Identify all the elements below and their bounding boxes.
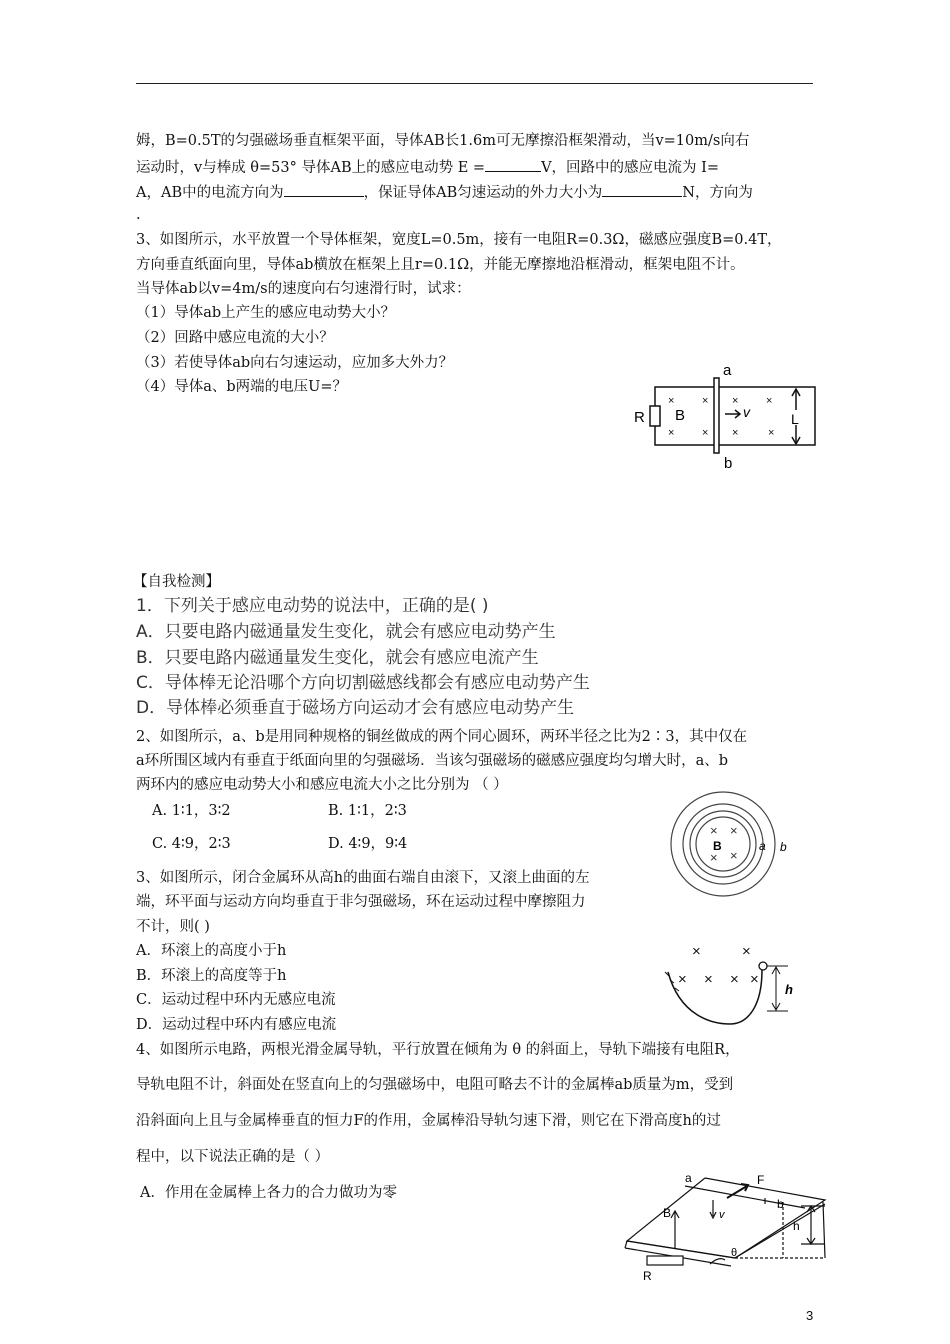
track-cross-5: × — [730, 971, 739, 988]
sc-q4-option-a: A．作用在金属棒上各力的合力做功为零 — [140, 1185, 397, 1201]
sc-q4-line-4: 程中，以下说法正确的是（ ） — [136, 1149, 330, 1165]
label-L: L — [791, 411, 799, 427]
sc-q3-line-2: 端，环平面与运动方向均垂直于非匀强磁场，环在运动过程中摩擦阻力 — [136, 894, 586, 910]
cross-8: × — [768, 427, 775, 439]
sc-q4-line-3: 沿斜面向上且与金属棒垂直的恒力F的作用，金属棒沿导轨匀速下滑，则它在下滑高度h的过 — [136, 1113, 721, 1129]
concentric-rings-figure — [668, 790, 808, 900]
sc-q2-line-3: 两环内的感应电动势大小和感应电流大小之比分别为 （ ） — [136, 777, 508, 793]
sc-q2-option-c: C. 4∶9，2∶3 — [152, 836, 231, 852]
incline-rails-figure — [615, 1168, 830, 1288]
label-R: R — [634, 409, 645, 426]
prev-question-line-4: . — [136, 207, 141, 223]
incline-label-h: h — [793, 1219, 800, 1233]
incline-label-v: v — [719, 1209, 725, 1221]
sc-q1-option-b: B．只要电路内磁通量发生变化，就会有感应电流产生 — [136, 648, 539, 668]
q3-line-1: 3、如图所示，水平放置一个导体框架，宽度L=0.5m，接有一电阻R=0.3Ω，磁感应强度B=0.4T， — [136, 232, 782, 248]
prev-question-line-3: A，AB中的电流方向为 ，保证导体AB匀速运动的外力大小为 N，方向为 — [136, 182, 753, 202]
label-v: v — [743, 404, 750, 420]
page-number: 3 — [806, 1308, 814, 1323]
prev-question-line-2: 运动时，v与棒成 θ=53° 导体AB上的感应电动势 E = V，回路中的感应电流为 I= — [136, 157, 719, 177]
resistor-r — [650, 406, 660, 426]
incline-label-R: R — [643, 1269, 652, 1283]
ring-label-B: B — [713, 839, 722, 853]
ring-label-a: a — [759, 839, 766, 853]
sc-q3-line-1: 3、如图所示，闭合金属环从高h的曲面右端自由滚下，又滚上曲面的左 — [136, 870, 590, 886]
sc-q2-option-a: A. 1∶1，3∶2 — [152, 803, 231, 819]
force-blank[interactable] — [602, 182, 682, 197]
track-cross-1: × — [692, 943, 701, 960]
cross-3: × — [732, 395, 739, 407]
curved-track-figure — [650, 936, 810, 1026]
sc-q1-option-c: C．导体棒无论沿哪个方向切割磁感线都会有感应电动势产生 — [136, 673, 590, 693]
ring-label-b: b — [780, 840, 787, 854]
sc-q2-option-d: D. 4∶9，9∶4 — [328, 836, 408, 852]
prev-question-line-1: 姆，B=0.5T的匀强磁场垂直框架平面，导体AB长1.6m可无摩擦沿框架滑动，当v=10m/s向右 — [136, 133, 750, 149]
conductor-ab — [714, 378, 719, 453]
q3-sub-1: （1）导体ab上产生的感应电动势大小？ — [136, 305, 396, 321]
sc-q1-stem: 1．下列关于感应电动势的说法中，正确的是( ) — [136, 596, 489, 616]
label-b: b — [724, 455, 733, 472]
incline-label-F: F — [757, 1173, 765, 1187]
q3-sub-3: （3）若使导体ab向右匀速运动，应加多大外力？ — [136, 355, 454, 371]
track-cross-2: × — [742, 943, 751, 960]
cross-7: × — [732, 427, 739, 439]
ring-a — [690, 811, 756, 877]
q3-circuit-figure — [628, 362, 828, 472]
ring-cross-1: × — [710, 823, 718, 838]
sc-q1-option-a: A．只要电路内磁通量发生变化，就会有感应电动势产生 — [136, 622, 556, 642]
label-a: a — [723, 362, 732, 379]
sc-q2-line-2: a环所围区域内有垂直于纸面向里的匀强磁场．当该匀强磁场的磁感应强度均匀增大时，a、b — [136, 753, 729, 769]
header-rule — [136, 83, 813, 84]
sc-q2-option-b: B. 1∶1，2∶3 — [328, 803, 407, 819]
cross-6: × — [702, 427, 709, 439]
q3-sub-2: （2）回路中感应电流的大小？ — [136, 330, 334, 346]
metal-ring — [759, 962, 767, 970]
sc-q4-line-1: 4、如图所示电路，两根光滑金属导轨，平行放置在倾角为 θ 的斜面上，导轨下端接有电阻R， — [136, 1042, 740, 1058]
self-check-heading: 【自我检测】 — [133, 574, 220, 590]
q3-sub-4: （4）导体a、b两端的电压U=？ — [136, 379, 348, 395]
incline-label-b: b — [777, 1197, 784, 1211]
ring-cross-2: × — [730, 823, 738, 838]
q3-line-3: 当导体ab以v=4m/s的速度向右匀速滑行时，试求： — [136, 281, 471, 297]
ring-cross-3: × — [730, 848, 738, 863]
cross-1: × — [668, 395, 675, 407]
current-direction-blank[interactable] — [284, 182, 364, 197]
cross-2: × — [702, 395, 709, 407]
sc-q1-option-d: D．导体棒必须垂直于磁场方向运动才会有感应电动势产生 — [136, 698, 575, 718]
sc-q3-option-d: D．运动过程中环内有感应电流 — [136, 1017, 337, 1033]
incline-label-a: a — [685, 1171, 692, 1185]
sc-q3-option-c: C．运动过程中环内无感应电流 — [136, 992, 336, 1008]
sc-q3-option-b: B．环滚上的高度等于h — [136, 968, 287, 984]
sc-q4-line-2: 导轨电阻不计，斜面处在竖直向上的匀强磁场中，电阻可略去不计的金属棒ab质量为m，受到 — [136, 1077, 734, 1093]
resistor-R — [647, 1256, 683, 1265]
incline-label-B: B — [663, 1206, 672, 1220]
cross-5: × — [668, 427, 675, 439]
sc-q3-line-3: 不计，则( ) — [136, 919, 210, 935]
force-arrow-F — [727, 1186, 747, 1198]
cross-4: × — [766, 395, 773, 407]
track-cross-4: × — [704, 971, 713, 988]
track-cross-3: × — [678, 971, 687, 988]
emf-blank[interactable] — [485, 157, 541, 172]
label-h: h — [785, 982, 793, 997]
ring-cross-4: × — [710, 850, 718, 865]
sc-q2-line-1: 2、如图所示，a、b是用同种规格的铜丝做成的两个同心圆环，两环半径之比为2∶3，其中仅在 — [136, 729, 748, 745]
q3-line-2: 方向垂直纸面向里，导体ab横放在框架上且r=0.1Ω，并能无摩擦地沿框滑动，框架电阻不计。 — [136, 257, 745, 273]
label-B: B — [675, 407, 686, 424]
sc-q3-option-a: A．环滚上的高度小于h — [136, 943, 287, 959]
incline-label-theta: θ — [731, 1247, 738, 1259]
track-cross-6: × — [750, 971, 759, 988]
